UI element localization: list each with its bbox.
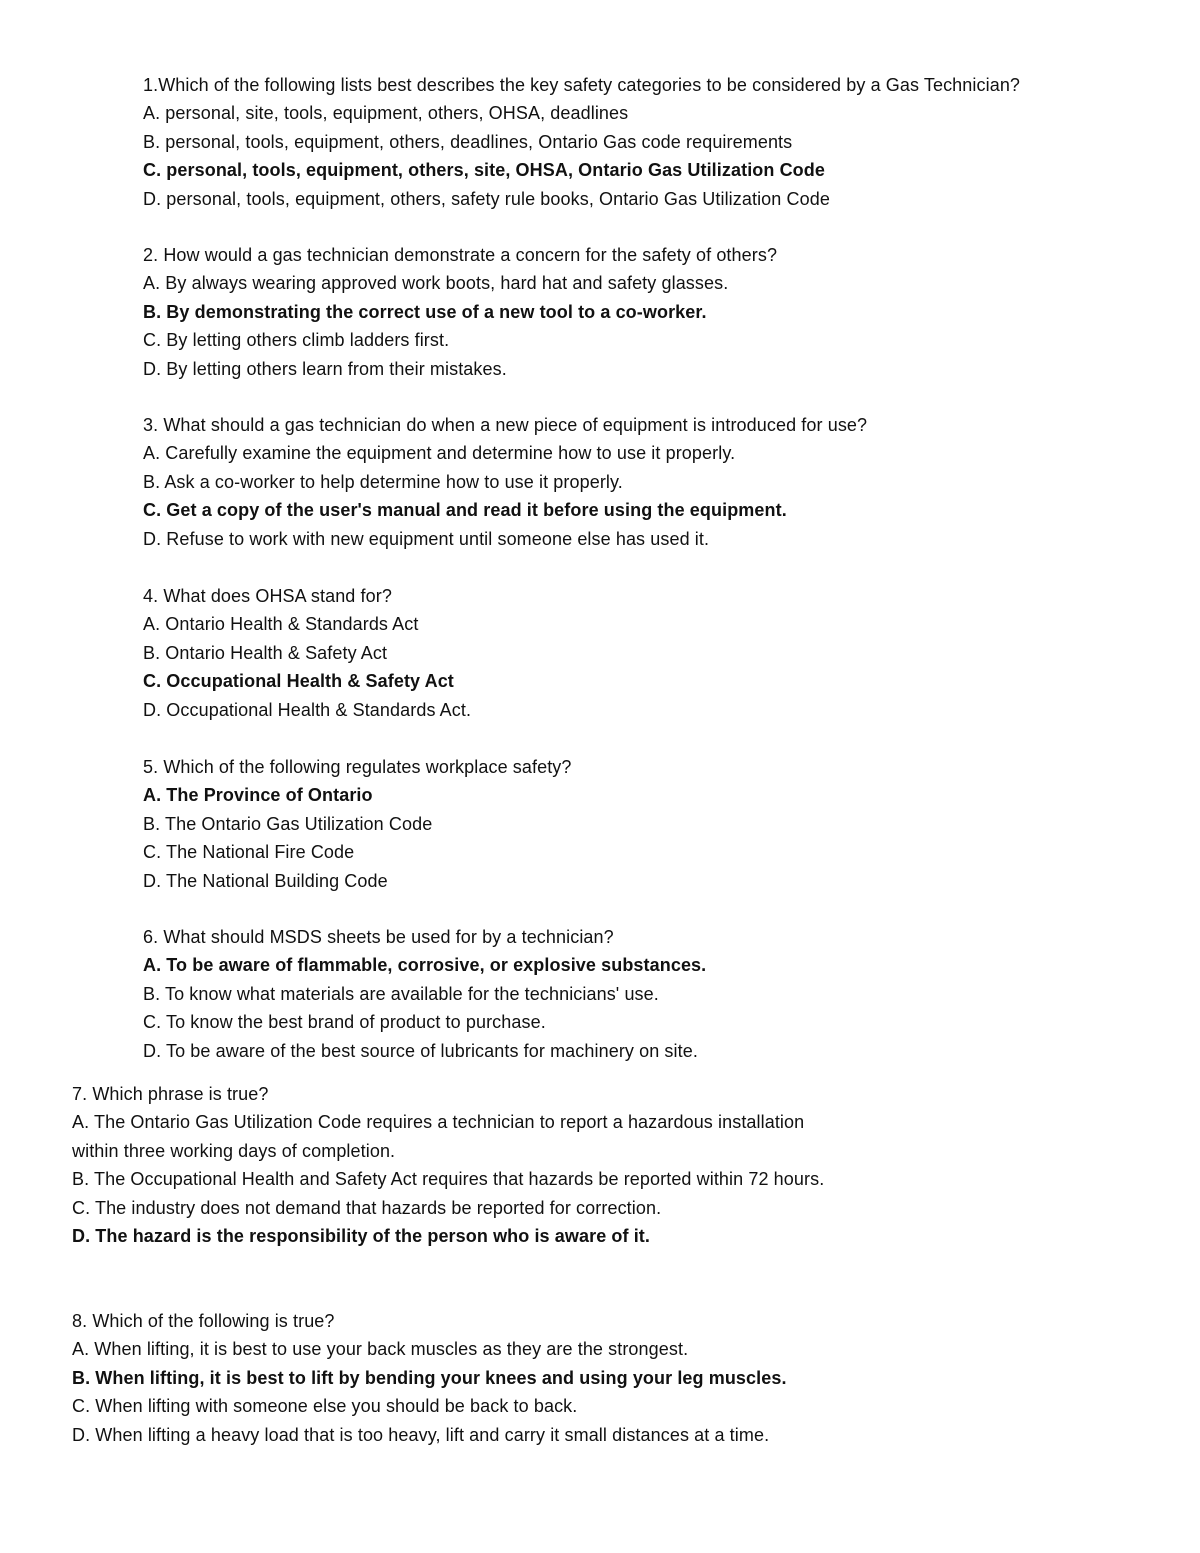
- correct-answer-option-b: B. When lifting, it is best to lift by bending your knees and using your leg muscles.: [72, 1367, 787, 1388]
- question-prompt: 7. Which phrase is true?: [72, 1084, 269, 1104]
- answer-option-b: B. Ontario Health & Safety Act: [143, 642, 388, 663]
- answer-option-d: D. personal, tools, equipment, others, safety rule books, Ontario Gas Utilization Code: [143, 188, 830, 209]
- question-3: [143, 411, 867, 553]
- answer-option-c: C. By letting others climb ladders first.: [143, 330, 450, 351]
- answer-option-c: C. The industry does not demand that hazards be reported for correction.: [72, 1197, 662, 1218]
- question-prompt: 3. What should a gas technician do when a new piece of equipment is introduced for use?: [143, 415, 868, 435]
- question-prompt: 5. Which of the following regulates workplace safety?: [143, 757, 572, 777]
- correct-answer-option-b: B. By demonstrating the correct use of a new tool to a co-worker.: [143, 301, 707, 322]
- answer-option-d: D. When lifting a heavy load that is too heavy, lift and carry it small distances at a time.: [72, 1424, 770, 1445]
- question-prompt: 2. How would a gas technician demonstrate a concern for the safety of others?: [143, 245, 778, 265]
- answer-option-c: C. To know the best brand of product to purchase.: [143, 1012, 546, 1033]
- question-5: [143, 753, 572, 895]
- question-4: [143, 582, 471, 724]
- question-6: [143, 923, 706, 1065]
- answer-option-a: A. Ontario Health & Standards Act: [143, 614, 419, 635]
- answer-option-d: D. Refuse to work with new equipment until someone else has used it.: [143, 528, 710, 549]
- question-prompt: 8. Which of the following is true?: [72, 1311, 335, 1331]
- answer-option-a: A. When lifting, it is best to use your back muscles as they are the strongest.: [72, 1339, 689, 1360]
- question-7: [72, 1080, 852, 1250]
- correct-answer-option-c: C. personal, tools, equipment, others, site, OHSA, Ontario Gas Utilization Code: [143, 160, 825, 181]
- answer-option-d: D. The National Building Code: [143, 870, 388, 891]
- question-1: [143, 71, 1020, 213]
- answer-option-b: B. To know what materials are available for the technicians' use.: [143, 983, 659, 1004]
- question-prompt: 4. What does OHSA stand for?: [143, 586, 392, 606]
- question-prompt: 1.Which of the following lists best describes the key safety categories to be considered by a Gas Technician?: [143, 75, 1021, 95]
- answer-option-d: D. To be aware of the best source of lubricants for machinery on site.: [143, 1040, 698, 1061]
- answer-option-d: D. Occupational Health & Standards Act.: [143, 699, 472, 720]
- answer-option-c: C. The National Fire Code: [143, 842, 355, 863]
- correct-answer-option-a: A. To be aware of flammable, corrosive, or explosive substances.: [143, 955, 707, 976]
- question-8: [72, 1307, 787, 1449]
- correct-answer-option-c: C. Get a copy of the user's manual and read it before using the equipment.: [143, 500, 787, 521]
- answer-option-d: D. By letting others learn from their mistakes.: [143, 358, 507, 379]
- answer-option-b: B. The Occupational Health and Safety Act requires that hazards be reported within 72 hours.: [72, 1169, 825, 1190]
- answer-option-b: B. The Ontario Gas Utilization Code: [143, 813, 433, 834]
- answer-option-a: A. Carefully examine the equipment and determine how to use it properly.: [143, 443, 736, 464]
- question-2: [143, 241, 777, 383]
- answer-option-b: B. personal, tools, equipment, others, deadlines, Ontario Gas code requirements: [143, 131, 793, 152]
- answer-option-a: A. personal, site, tools, equipment, others, OHSA, deadlines: [143, 103, 629, 124]
- correct-answer-option-d: D. The hazard is the responsibility of the person who is aware of it.: [72, 1226, 650, 1246]
- answer-option-a: A. By always wearing approved work boots, hard hat and safety glasses.: [143, 273, 729, 294]
- answer-option-c: C. When lifting with someone else you should be back to back.: [72, 1396, 578, 1417]
- correct-answer-option-a: A. The Province of Ontario: [143, 785, 373, 806]
- question-prompt: 6. What should MSDS sheets be used for by a technician?: [143, 927, 614, 947]
- correct-answer-option-c: C. Occupational Health & Safety Act: [143, 671, 454, 692]
- answer-option-b: B. Ask a co-worker to help determine how to use it properly.: [143, 471, 623, 492]
- answer-option-a: A. The Ontario Gas Utilization Code requires a technician to report a hazardous installation within three working days of completion.: [72, 1112, 805, 1161]
